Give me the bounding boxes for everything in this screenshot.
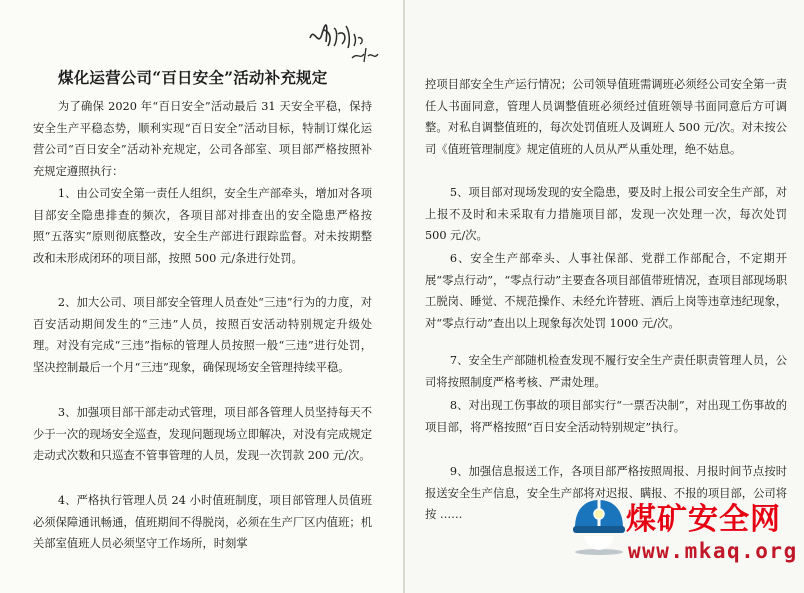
- paragraph-item-8: 8、对出现工伤事故的项目部实行“一票否决制”，对出现工伤事故的项目部，将严格按照“百日安全活动特别规定”执行。: [425, 399, 787, 434]
- paragraph-item-5: 5、项目部对现场发现的安全隐患，要及时上报公司安全生产部，对上报不及时和未采取有力措施项目部，发现一次处理一次，每次处罚 500 元/次。: [425, 186, 787, 243]
- paragraph-item-6: 6、安全生产部牵头、人事社保部、党群工作部配合，不定期开展“零点行动”，“零点行动”主要查各项目部值带班情况，查项目部现场职工脱岗、睡觉、不规范操作、未经允许替班、酒后上岗等违章违纪现象，对“零点行动”查出以上现象每次处罚 1000 元/次。: [425, 252, 788, 331]
- watermark-url: www.mkaq.org: [628, 539, 798, 563]
- paragraph-intro: 为了确保 2020 年“百日安全”活动最后 31 天安全平稳，保持安全生产平稳态势，顺利实现“百日安全”活动目标，特制订煤化运营公司“百日安全”活动补充规定，公司各部室、项目部严格按照补充规定遵照执行：: [33, 100, 372, 179]
- paragraph-item-1: 1、由公司安全第一责任人组织，安全生产部牵头，增加对各项目部安全隐患排查的频次，各项目部对排查出的安全隐患严格按照“五落实”原则彻底整改，安全生产部进行跟踪监督。对未按期整改和未形成闭环的项目部，按照 500 元/条进行处罚。: [33, 187, 372, 266]
- paragraph-item-3: 3、加强项目部干部走动式管理，项目部各管理人员坚持每天不少于一次的现场安全巡查，发现问题现场立即解决，对没有完成规定走动式次数和只巡查不管事管理的人员，发现一次罚款 200 元/次。: [33, 406, 372, 463]
- document-title: 煤化运营公司“百日安全”活动补充规定: [58, 68, 328, 87]
- paragraph-item-7: 7、安全生产部随机检查发现不履行安全生产责任职责管理人员，公司将按照制度严格考核、严肃处理。: [425, 354, 787, 389]
- miner-helmet-logo-icon: [572, 496, 626, 556]
- paragraph-item-4-continued: 控项目部安全生产运行情况；公司领导值班需调班必须经公司安全第一责任人书面同意，管理人员调整值班必须经过值班领导书面同意后方可调整。对私自调整值班的，每次处罚值班人及调班人 500 元/次。对未按公司《值班管理制度》规定值班的人员从严从重处理，绝不姑息。: [425, 78, 787, 157]
- handwritten-signature: [304, 8, 384, 64]
- watermark-title: 煤矿安全网: [626, 502, 781, 537]
- paragraph-item-9: 9、加强信息报送工作，各项目部严格按照周报、月报时间节点按时报送安全生产信息，安全生产部将对迟报、瞒报、不报的项目部，公司将按 ……: [425, 465, 787, 522]
- site-watermark: [568, 484, 804, 593]
- paragraph-item-2: 2、加大公司、项目部安全管理人员查处“三违”行为的力度，对百安活动期间发生的“三违”人员，按照百安活动特别规定升级处理。对没有完成“三违”指标的管理人员按照一般“三违”进行处罚，坚决控制最后一个月“三违”现象，确保现场安全管理持续平稳。: [33, 296, 372, 375]
- paragraph-item-4-start: 4、严格执行管理人员 24 小时值班制度，项目部管理人员值班必须保障通讯畅通，值班期间不得脱岗，必须在生产厂区内值班；机关部室值班人员必须坚守工作场所，时刻掌: [33, 494, 372, 551]
